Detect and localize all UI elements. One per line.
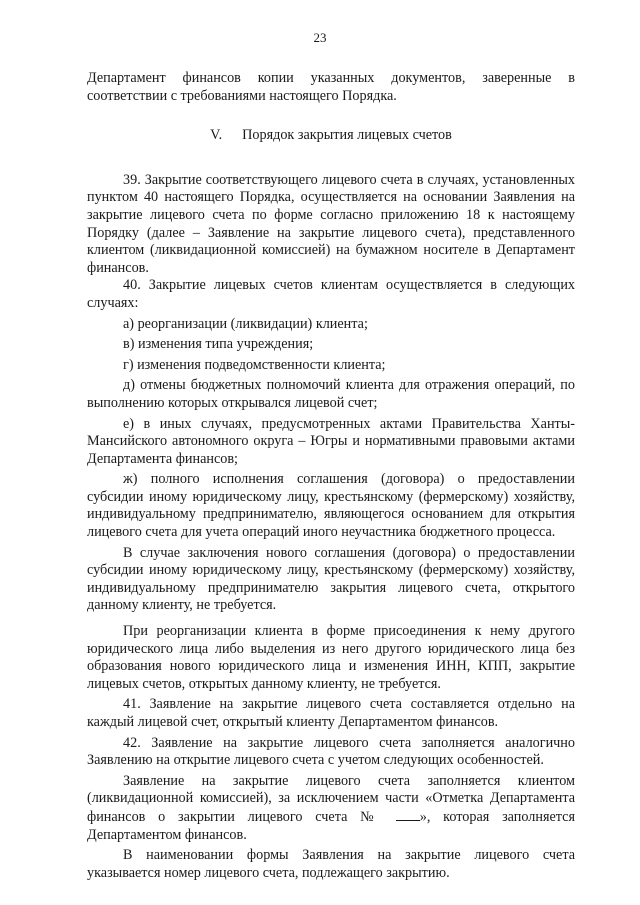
- page-number: 23: [313, 30, 327, 45]
- list-item-zh: ж) полного исполнения соглашения (договора) о предоставлении субсидии иному юридическому лицу, крестьянскому (фермерскому) хозяйству, индивидуальному предпринимателю, являющегося основанием для открытия лицевого счета для учета операций иного неучастника бюджетного процесса.: [87, 471, 575, 541]
- section-number: V.: [210, 127, 223, 144]
- paragraph-39: 39. Закрытие соответствующего лицевого счета в случаях, установленных пунктом 40 настоящего Порядка, осуществляется на основании Заявления на закрытие лицевого счета по форме согласно приложению 18 к настоящему Порядку (далее – Заявление на закрытие лицевого счета), представленного клиентом (ликвидационной комиссией) на бумажном носителе в Департамент финансов.: [87, 171, 575, 276]
- section-title: Порядок закрытия лицевых счетов: [242, 127, 452, 144]
- paragraph-reorganization: При реорганизации клиента в форме присоединения к нему другого юридического лица либо выделения из него другого юридического лица без образования нового юридического лица и изменения ИНН, КПП, закрытие лицевых счетов, открытых данному клиенту, не требуется.: [87, 623, 575, 692]
- paragraph-new-agreement: В случае заключения нового соглашения (договора) о предоставлении субсидии иному юридическому лицу, крестьянскому (фермерскому) хозяйству, индивидуальному предпринимателю закрытия лицевого счета, открытого данному клиенту, не требуется.: [87, 544, 575, 614]
- paragraph-form-name: В наименовании формы Заявления на закрытие лицевого счета указывается номер лицевого счета, подлежащего закрытию.: [87, 847, 575, 881]
- list-item-d: д) отмены бюджетных полномочий клиента для отражения операций, по выполнению которых открывался лицевой счет;: [87, 377, 575, 411]
- list-item-a: а) реорганизации (ликвидации) клиента;: [123, 315, 368, 332]
- document-body: [87, 70, 575, 882]
- account-number-blank: [396, 808, 420, 821]
- list-item-e: е) в иных случаях, предусмотренных актами Правительства Ханты-Мансийского автономного округа – Югры и нормативными правовыми актами Департамента финансов;: [87, 415, 575, 467]
- paragraph-40: 40. Закрытие лицевых счетов клиентам осуществляется в следующих случаях:: [87, 277, 575, 311]
- paragraph-filling-start: Заявление на закрытие лицевого счета заполняется клиентом (ликвидационной комиссией), за исключением части «Отметка Департамента финансов о закрытии лицевого счета №: [87, 772, 575, 825]
- paragraph-42: 42. Заявление на закрытие лицевого счета заполняется аналогично Заявлению на открытие лицевого счета с учетом следующих особенностей.: [87, 734, 575, 769]
- intro-paragraph: Департамент финансов копии указанных документов, заверенные в соответствии с требованиями настоящего Порядка.: [87, 70, 575, 104]
- list-item-g: г) изменения подведомственности клиента;: [123, 356, 386, 373]
- paragraph-filling: [87, 773, 575, 844]
- list-item-v: в) изменения типа учреждения;: [123, 336, 314, 353]
- paragraph-41: 41. Заявление на закрытие лицевого счета составляется отдельно на каждый лицевой счет, открытый клиенту Департаментом финансов.: [87, 696, 575, 730]
- paragraph-filling-end: », которая заполняется Департаментом финансов.: [87, 808, 575, 843]
- section-heading: [87, 127, 575, 145]
